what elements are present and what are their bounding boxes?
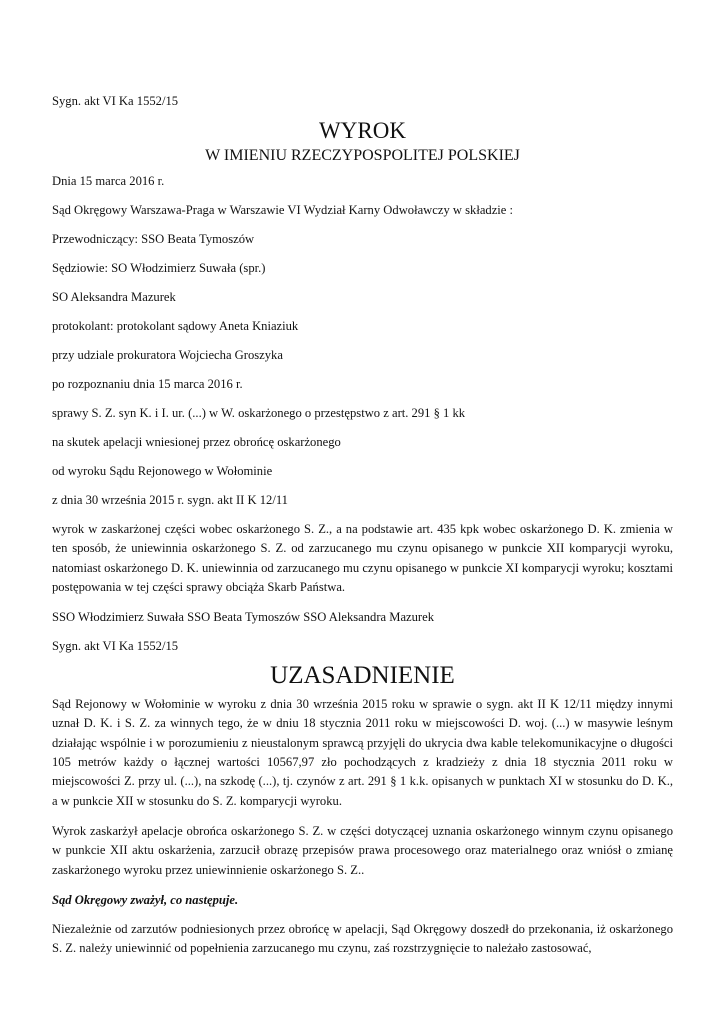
case-number-second: Sygn. akt VI Ka 1552/15 [52,639,179,654]
justification-paragraph-2: Wyrok zaskarżył apelacje obrońca oskarżonego S. Z. w części dotyczącej uznania oskarżonego winnym czynu opisanego w punkcie XII aktu oskarżenia, zarzucił obrazę przepisów prawa procesowego oraz materialnego oraz wniósł o zmianę zaskarżonego wyroku przez uniewinnienie oskarżonego S. Z.. [52,823,673,877]
hearing-date: po rozpoznaniu dnia 15 marca 2016 r. [52,377,243,391]
lower-court: od wyroku Sądu Rejonowego w Wołominie [52,464,273,478]
prosecutor: przy udziale prokuratora Wojciecha Groszyka [52,348,283,362]
court-composition: Sąd Okręgowy Warszawa-Praga w Warszawie VI Wydział Karny Odwoławczy w składzie : [52,203,514,217]
appeal-line: na skutek apelacji wniesionej przez obrońcę oskarżonego [52,435,341,449]
lower-court-date: z dnia 30 września 2015 r. sygn. akt II K 12/11 [52,493,288,507]
presiding-judge: Przewodniczący: SSO Beata Tymoszów [52,232,255,246]
verdict-title: WYROK [319,118,406,143]
justification-title: UZASADNIENIE [270,662,455,690]
ruling-paragraph: wyrok w zaskarżonej części wobec oskarżonego S. Z., a na podstawie art. 435 kpk wobec oskarżonego D. K. zmienia w ten sposób, że uniewinnia oskarżonego S. Z. od zarzucanego mu czynu opisanego w punkcie XII komparycji wyroku, natomiast oskarżonego D. K. uniewinnia od zarzucanego mu czynu opisanego w punkcie XI komparycji wyroku; kosztami postępowania w tej części sprawy obciąża Skarb Państwa. [52,522,673,594]
verdict-subtitle: W IMIENIU RZECZYPOSPOLITEJ POLSKIEJ [205,147,520,164]
judges: Sędziowie: SO Włodzimierz Suwała (spr.) [52,261,266,275]
document-page [52,92,673,958]
case-number: Sygn. akt VI Ka 1552/15 [52,94,179,108]
second-judge: SO Aleksandra Mazurek [52,290,176,304]
court-considered-heading: Sąd Okręgowy zważył, co następuje. [52,892,239,907]
signatures: SSO Włodzimierz Suwała SSO Beata Tymoszów SSO Aleksandra Mazurek [52,610,435,625]
justification-paragraph-1: Sąd Rejonowy w Wołominie w wyroku z dnia 30 września 2015 roku w sprawie o sygn. akt II K 12/11 między innymi uznał D. K. i S. Z. za winnych tego, że w dniu 18 stycznia 2011 roku w miejscowości D. woj. (...) w masywie leśnym działając wspólnie i w porozumieniu z nieustalonym sprawcą przyjęli do ukrycia dwa kable telekomunikacyjne o długości 105 metrów każdy o łącznej wartości 10567,97 zło pochodzących z kradzieży z dnia 18 stycznia 2011 roku w miejscowości Z. przy ul. (...), na szkodę (...), tj. czynów z art. 291 § 1 k.k. opisanych w punktach XI w stosunku do D. K., a w punkcie XII w stosunku do S. Z. komparycji wyroku. [52,697,673,808]
court-clerk: protokolant: protokolant sądowy Aneta Kniaziuk [52,319,299,333]
case-subject: sprawy S. Z. syn K. i I. ur. (...) w W. oskarżonego o przestępstwo z art. 291 § 1 kk [52,406,466,420]
date-line: Dnia 15 marca 2016 r. [52,174,165,188]
justification-paragraph-3: Niezależnie od zarzutów podniesionych przez obrońcę w apelacji, Sąd Okręgowy doszedł do przekonania, iż oskarżonego S. Z. należy uniewinnić od popełnienia zarzucanego mu czynu, zaś rozstrzygnięcie to należało zastosować, [52,921,673,956]
